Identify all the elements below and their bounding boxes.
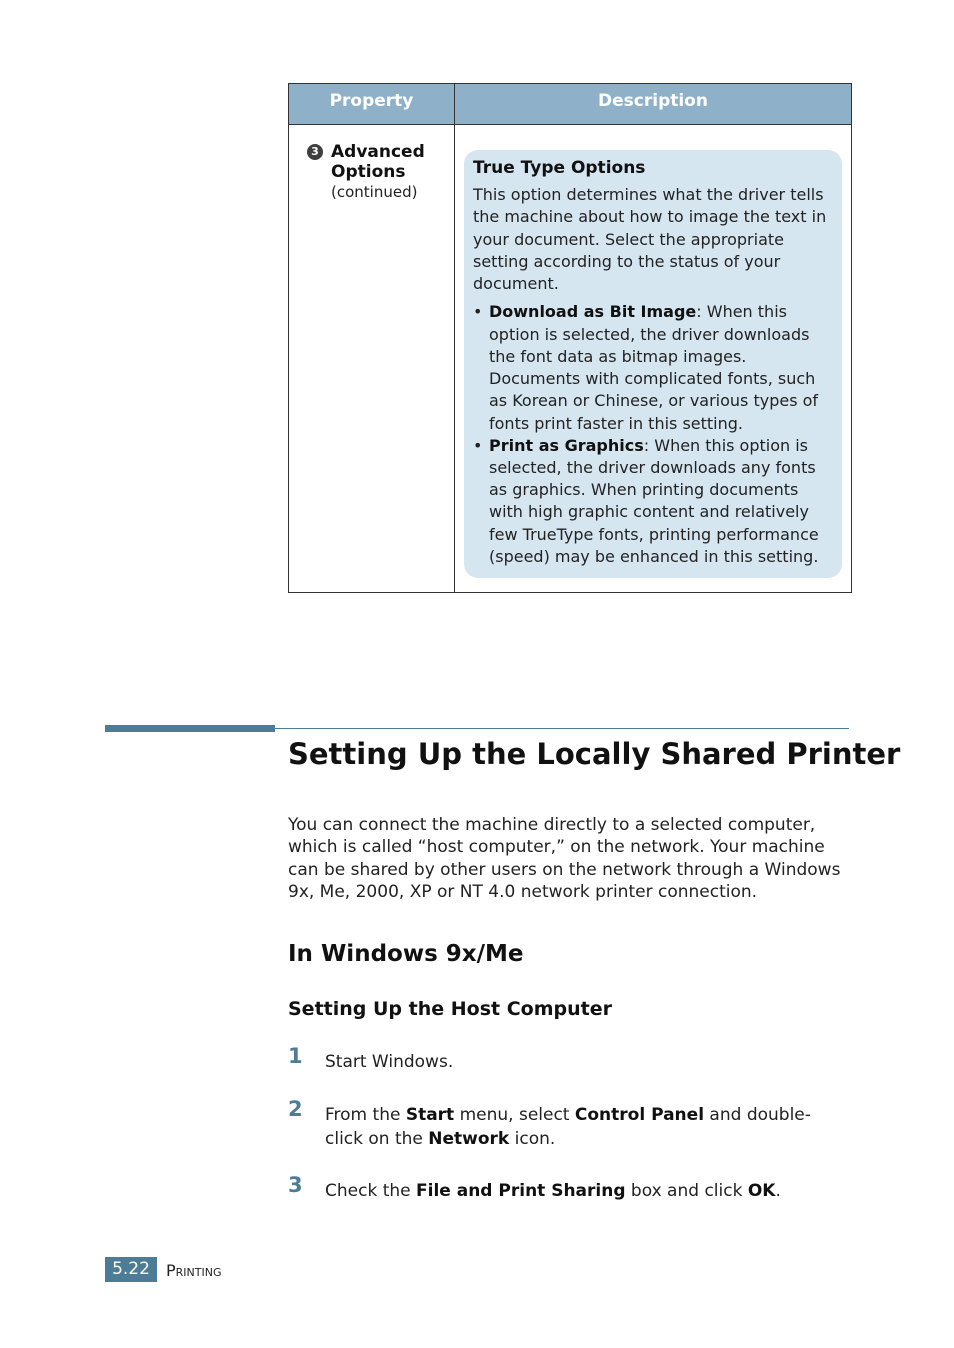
item-number-badge: 3 <box>307 144 323 160</box>
description-title: True Type Options <box>473 158 646 178</box>
option-term: Print as Graphics <box>489 435 644 455</box>
step-text: Start Windows. <box>325 1052 454 1072</box>
subsection-title: In Windows 9x/Me <box>288 941 524 967</box>
step-2 <box>288 1097 848 1151</box>
table-header <box>289 84 851 125</box>
property-name: Advanced Options <box>331 142 425 182</box>
option-text: : When this option is selected, the driver downloads the font data as bitmap images. Documents with complicated fonts, such as Korean or Chinese, or various types of fonts print faster in this setting. <box>489 302 819 433</box>
option-text: : When this option is selected, the driver downloads any fonts as graphics. When printing documents with high graphic content and relatively few TrueType fonts, printing performance (speed) may be enhanced in this setting. <box>489 435 819 566</box>
description-box <box>464 150 842 578</box>
property-note: (continued) <box>331 183 418 201</box>
procedure-title: Setting Up the Host Computer <box>288 998 612 1020</box>
section-title: Setting Up the Locally Shared Printer <box>288 737 901 771</box>
intro-paragraph: You can connect the machine directly to a selected computer, which is called “host computer,” on the network. Your machine can be shared by other users on the network through a Windows 9x, Me, 2000, XP or NT 4.0 network printer connection. <box>288 815 841 903</box>
section-rule-accent <box>105 725 275 732</box>
option-term: Download as Bit Image <box>489 302 697 322</box>
property-cell <box>307 142 447 202</box>
header-property: Property <box>329 91 414 111</box>
list-item <box>473 301 834 434</box>
description-body: This option determines what the driver tells the machine about how to image the text in your document. Select the appropriate setting according to the status of your document. <box>473 185 827 294</box>
list-item <box>473 435 834 568</box>
step-number: 3 <box>288 1173 303 1197</box>
step-3 <box>288 1173 848 1203</box>
step-number: 2 <box>288 1097 303 1121</box>
chapter-name: Printing <box>166 1261 222 1280</box>
step-text: Check the File and Print Sharing box and click OK. <box>325 1181 781 1201</box>
option-list <box>473 301 834 567</box>
step-number: 1 <box>288 1044 303 1068</box>
column-divider <box>454 84 455 592</box>
step-text: From the Start menu, select Control Panel and double-click on the Network icon. <box>325 1105 811 1149</box>
property-table <box>288 83 852 593</box>
page-number: 5.22 <box>105 1257 157 1282</box>
bullet-icon: • <box>473 302 483 322</box>
header-description: Description <box>598 91 708 111</box>
bullet-icon: • <box>473 435 483 455</box>
step-1 <box>288 1044 848 1074</box>
